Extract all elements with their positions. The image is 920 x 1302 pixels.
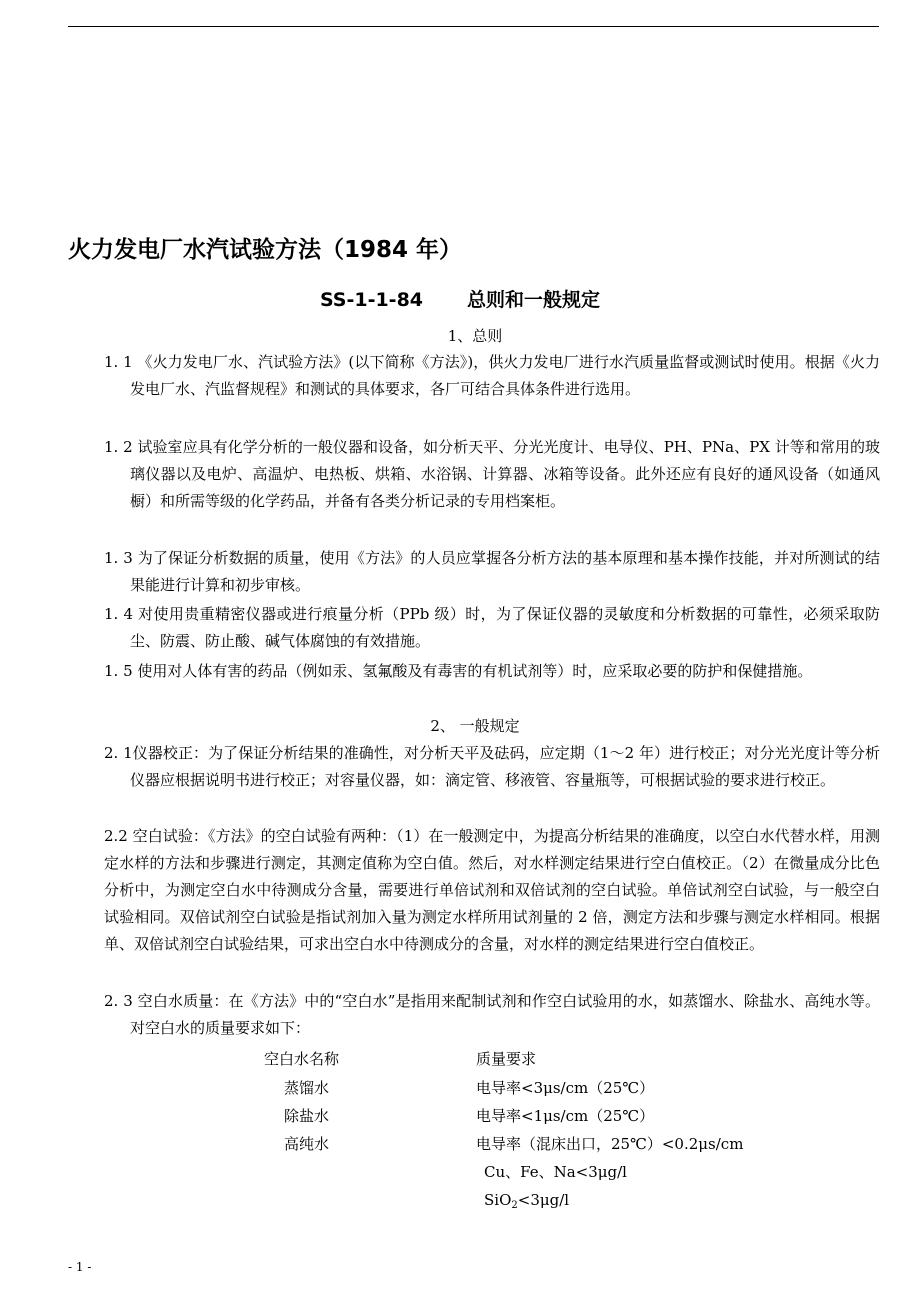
table-row-name: 蒸馏水	[284, 1079, 330, 1097]
silica-limit: <3μg/l	[517, 1191, 570, 1209]
silica-formula: SiO	[484, 1191, 512, 1209]
table-header-name: 空白水名称	[264, 1050, 340, 1068]
section-heading-rules: 2、 一般规定	[430, 717, 520, 735]
table-header-requirement: 质量要求	[476, 1050, 537, 1068]
table-extra-metals: Cu、Fe、Na<3μg/l	[484, 1163, 627, 1181]
table-extra-silica	[484, 1189, 569, 1211]
paragraph-1-2: 1. 2 试验室应具有化学分析的一般仪器和设备，如分析天平、分光光度计、电导仪、PH、PNa、PX 计等和常用的玻璃仪器以及电炉、高温炉、电热板、烘箱、水浴锅、计算器、冰箱等设备。此外还应有良好的通风设备（如通风橱）和所需等级的化学药品，并备有各类分析记录的专用档案柜。	[104, 438, 880, 510]
table-row-requirement: 电导率<3μs/cm（25℃）	[476, 1079, 655, 1097]
document-title: 火力发电厂水汽试验方法（1984 年）	[68, 237, 463, 263]
page-number: - 1 -	[68, 1260, 92, 1274]
standard-code: SS-1-1-84	[319, 289, 424, 311]
table-row-requirement: 电导率<1μs/cm（25℃）	[476, 1107, 655, 1125]
section-heading-general: 1、总则	[447, 327, 503, 345]
paragraph-2-2: 2.2 空白试验：《方法》的空白试验有两种：（1）在一般测定中，为提高分析结果的准确度，以空白水代替水样，用测定水样的方法和步骤进行测定，其测定值称为空白值。然后，对水样测定结果进行空白值校正。（2）在微量成分比色分析中，为测定空白水中待测成分含量，需要进行单倍试剂和双倍试剂的空白试验。单倍试剂空白试验，与一般空白试验相同。双倍试剂空白试验是指试剂加入量为测定水样所用试剂量的 2 倍，测定方法和步骤与测定水样相同。根据单、双倍试剂空白试验结果，可求出空白水中待测成分的含量，对水样的测定结果进行空白值校正。	[104, 827, 880, 953]
paragraph-1-1: 1. 1 《火力发电厂水、汽试验方法》(以下简称《方法》)，供火力发电厂进行水汽质量监督或测试时使用。根据《火力发电厂水、汽监督规程》和测试的具体要求，各厂可结合具体条件进行选用。	[104, 353, 880, 398]
standard-heading	[0, 285, 920, 315]
table-row-name: 高纯水	[284, 1135, 330, 1153]
header-rule	[68, 26, 879, 27]
table-row-requirement: 电导率（混床出口，25℃）<0.2μs/cm	[476, 1135, 744, 1153]
paragraph-2-3: 2. 3 空白水质量：在《方法》中的“空白水”是指用来配制试剂和作空白试验用的水，如蒸馏水、除盐水、高纯水等。对空白水的质量要求如下：	[104, 992, 880, 1037]
paragraph-2-1: 2. 1仪器校正：为了保证分析结果的准确性，对分析天平及砝码，应定期（1～2 年）进行校正；对分光光度计等分析仪器应根据说明书进行校正；对容量仪器，如：滴定管、移液管、容量瓶等，可根据试验的要求进行校正。	[104, 744, 880, 789]
table-row-name: 除盐水	[284, 1107, 330, 1125]
standard-title: 总则和一般规定	[467, 289, 601, 311]
silica-subscript: 2	[511, 1200, 518, 1211]
paragraph-1-3: 1. 3 为了保证分析数据的质量，使用《方法》的人员应掌握各分析方法的基本原理和基本操作技能，并对所测试的结果能进行计算和初步审核。	[104, 549, 880, 594]
paragraph-1-4: 1. 4 对使用贵重精密仪器或进行痕量分析（PPb 级）时，为了保证仪器的灵敏度和分析数据的可靠性，必须采取防尘、防震、防止酸、碱气体腐蚀的有效措施。	[104, 605, 880, 650]
paragraph-1-5: 1. 5 使用对人体有害的药品（例如汞、氢氟酸及有毒害的有机试剂等）时，应采取必要的防护和保健措施。	[104, 662, 813, 680]
